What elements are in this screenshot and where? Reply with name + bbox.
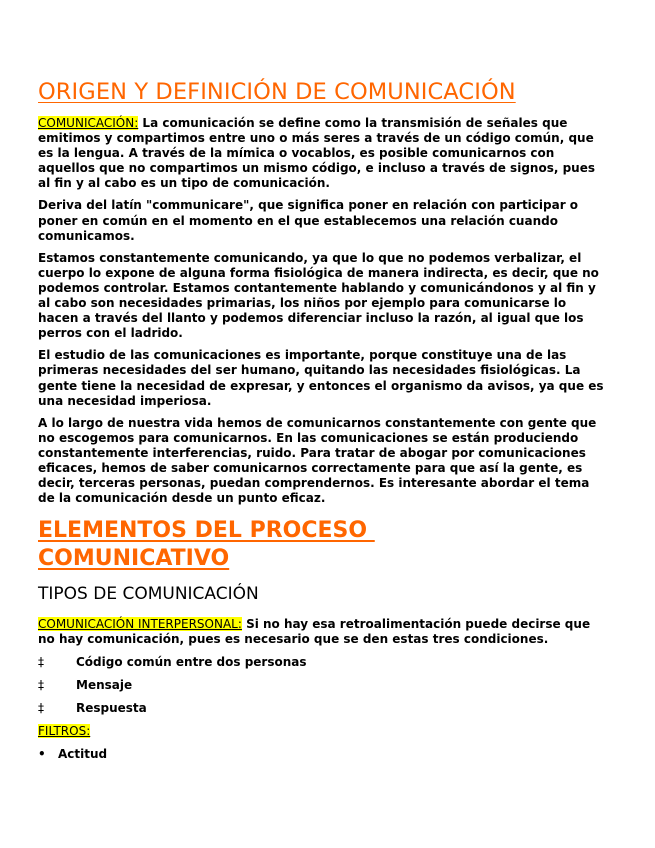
filtros-list bbox=[38, 747, 605, 762]
list-item bbox=[38, 655, 605, 670]
paragraph-etymology: Deriva del latín "communicare", que significa poner en relación con participar o poner en común en el momento en el que establecemos una relación cuando comunicamos. bbox=[38, 198, 579, 243]
subheading-types: TIPOS DE COMUNICACIÓN bbox=[38, 584, 259, 605]
dagger-icon: ‡ bbox=[38, 701, 44, 716]
paragraph-text: La comunicación se define como la transmisión de señales que emitimos y compartimos entre uno o más seres a través de un código común, que es la lengua. A través de la mímica o vocablos, es posible comunicarnos con aquellos que no compartimos un mismo código, e incluso a través de signos, pues al fin y al cabo es un tipo de comunicación. bbox=[38, 116, 595, 191]
section-heading-line-1: ELEMENTOS DEL PROCESO bbox=[38, 518, 375, 544]
section-heading-line-2: COMUNICATIVO bbox=[38, 546, 230, 572]
paragraph-text: Si no hay esa retroalimentación puede decirse que no hay comunicación, pues es necesario que se den estas tres condiciones. bbox=[38, 617, 591, 647]
highlighted-label: COMUNICACIÓN: bbox=[38, 116, 139, 130]
paragraph-constant-communication: Estamos constantemente comunicando, ya que lo que no podemos verbalizar, el cuerpo lo expone de alguna forma fisiológica de manera indirecta, es decir, que no podemos controlar. Estamos contantemente hablando y comunicándonos y al fin y al cabo son necesidades primarias, los niños por ejemplo para comunicarse lo hacen a través del llanto y podemos diferenciar incluso la razón, al igual que los perros con el ladrido. bbox=[38, 250, 599, 341]
filtros-label-row bbox=[38, 724, 605, 739]
paragraph-importance: El estudio de las comunicaciones es importante, porque constituye una de las primeras necesidades del ser humano, quitando las necesidades fisiológicas. La gente tiene la necesidad de expresar, y entonces el organismo da avisos, ya que es una necesidad imperiosa. bbox=[38, 348, 604, 408]
page-title: ORIGEN Y DEFINICIÓN DE COMUNICACIÓN bbox=[38, 79, 516, 105]
dagger-icon: ‡ bbox=[38, 655, 44, 670]
paragraph-definition bbox=[38, 116, 605, 191]
list-item bbox=[38, 747, 605, 762]
bullet-icon: • bbox=[38, 747, 46, 762]
list-item-text: Actitud bbox=[58, 747, 108, 762]
list-item-text: Código común entre dos personas bbox=[76, 655, 307, 670]
highlighted-label: FILTROS: bbox=[38, 724, 91, 739]
highlighted-label: COMUNICACIÓN INTERPERSONAL: bbox=[38, 617, 242, 632]
conditions-list bbox=[38, 655, 605, 716]
paragraph-interpersonal bbox=[38, 617, 605, 647]
list-item bbox=[38, 701, 605, 716]
section-heading-elements bbox=[38, 517, 605, 573]
dagger-icon: ‡ bbox=[38, 678, 44, 693]
list-item-text: Mensaje bbox=[76, 678, 133, 693]
list-item-text: Respuesta bbox=[76, 701, 147, 716]
paragraph-effective-communication: A lo largo de nuestra vida hemos de comunicarnos constantemente con gente que no escogemos para comunicarnos. En las comunicaciones se están produciendo constantemente interferencias, ruido. Para tratar de abogar por comunicaciones eficaces, hemos de saber comunicarnos correctamente para que así la gente, es decir, terceras personas, puedan comprendernos. Es interesante abordar el tema de la comunicación desde un punto eficaz. bbox=[38, 415, 597, 506]
list-item bbox=[38, 678, 605, 693]
